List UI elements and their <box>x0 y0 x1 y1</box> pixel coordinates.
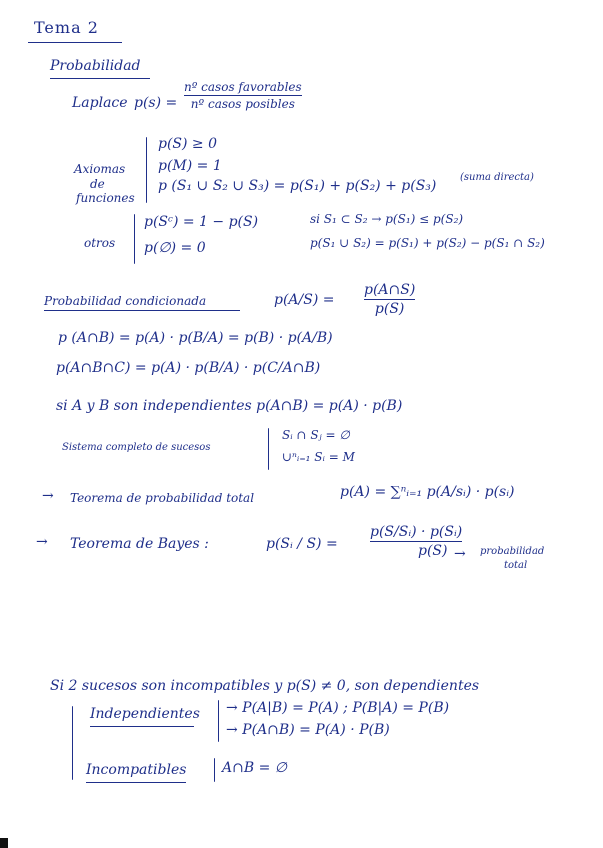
otros-brace <box>134 214 135 264</box>
incompatibles-brace <box>214 758 215 782</box>
sistema-condition-2: ∪ⁿᵢ₌₁ Sᵢ = M <box>282 450 355 464</box>
independientes-item-1: → P(A|B) = P(A) ; P(B|A) = P(B) <box>226 700 450 716</box>
sucesos-statement: Si 2 sucesos son incompatibles y p(S) ≠ 0, son dependientes <box>50 678 480 694</box>
teorema-total-label: Teorema de probabilidad total <box>70 491 255 505</box>
title-underline <box>28 42 122 43</box>
independientes-label: Independientes <box>90 706 200 722</box>
scan-edge-mark <box>0 838 8 848</box>
laplace-fraction-bar <box>184 95 302 96</box>
incompatibles-underline <box>86 782 186 783</box>
condicionada-fraction-bar <box>364 299 415 300</box>
arrow-icon: → <box>42 488 54 504</box>
axiomas-label-line2: de <box>90 177 105 191</box>
axioma-item-1: p(S) ≥ 0 <box>158 136 218 152</box>
otros-item-2: p(∅) = 0 <box>144 240 206 256</box>
bayes-note-line1: probabilidad <box>480 546 545 557</box>
laplace-fraction <box>184 80 302 111</box>
condicionada-lhs: p(A/S) = <box>274 292 335 308</box>
sucesos-outer-brace <box>72 706 73 780</box>
laplace-label: Laplace <box>72 95 128 111</box>
condicionada-underline <box>44 310 240 311</box>
arrow-icon: → <box>36 534 48 550</box>
laplace-lhs: p(s) = <box>134 95 178 111</box>
independientes-underline <box>90 726 194 727</box>
axioma-item-2: p(M) = 1 <box>158 158 222 174</box>
axiomas-label-line1: Axiomas <box>74 162 126 176</box>
otros-label: otros <box>84 236 116 250</box>
sistema-completo-label: Sistema completo de sucesos <box>62 442 211 453</box>
independientes-brace <box>218 700 219 742</box>
laplace-denominator: nº casos posibles <box>190 97 295 112</box>
arrow-icon: → <box>454 546 466 562</box>
laplace-numerator: nº casos favorables <box>184 80 302 94</box>
condicionada-numerator: p(A∩S) <box>364 282 416 298</box>
teorema-bayes-label: Teorema de Bayes : <box>70 536 209 552</box>
axioma-item-3: p (S₁ ∪ S₂ ∪ S₃) = p(S₁) + p(S₂) + p(S₃) <box>158 178 437 194</box>
incompatibles-formula: A∩B = ∅ <box>222 760 287 776</box>
otros-right-item-1: si S₁ ⊂ S₂ → p(S₁) ≤ p(S₂) <box>310 212 464 226</box>
teorema-bayes-lhs: p(Sᵢ / S) = <box>266 536 338 552</box>
condicionada-fraction <box>364 282 415 317</box>
formula-independientes: si A y B son independientes p(A∩B) = p(A) · p(B) <box>56 398 403 414</box>
teorema-bayes-fraction <box>370 524 462 559</box>
axiomas-note: (suma directa) <box>460 172 534 183</box>
condicionada-denominator: p(S) <box>374 301 405 318</box>
sistema-condition-1: Sᵢ ∩ Sⱼ = ∅ <box>282 428 350 442</box>
bayes-fraction-bar <box>370 541 462 542</box>
bayes-numerator: p(S/Sᵢ) · p(Sᵢ) <box>370 524 463 540</box>
probabilidad-underline <box>50 78 150 79</box>
axiomas-label-line3: funciones <box>76 191 135 205</box>
incompatibles-label: Incompatibles <box>86 762 187 778</box>
bayes-note-line2: total <box>504 560 528 571</box>
section-title-probabilidad: Probabilidad <box>50 58 141 74</box>
formula-interseccion-tres: p(A∩B∩C) = p(A) · p(B/A) · p(C/A∩B) <box>56 360 321 376</box>
axiomas-brace <box>146 137 147 203</box>
teorema-total-formula: p(A) = ∑ⁿᵢ₌₁ p(A/sᵢ) · p(sᵢ) <box>340 484 515 500</box>
otros-right-item-2: p(S₁ ∪ S₂) = p(S₁) + p(S₂) − p(S₁ ∩ S₂) <box>310 236 545 250</box>
independientes-item-2: → P(A∩B) = P(A) · P(B) <box>226 722 390 738</box>
sistema-brace <box>268 428 269 470</box>
bayes-denominator: p(S) <box>418 543 448 560</box>
page-title: Tema 2 <box>34 18 99 37</box>
section-title-condicionada: Probabilidad condicionada <box>44 294 207 308</box>
otros-item-1: p(Sᶜ) = 1 − p(S) <box>144 214 259 230</box>
formula-interseccion-dos: p (A∩B) = p(A) · p(B/A) = p(B) · p(A/B) <box>58 330 333 346</box>
